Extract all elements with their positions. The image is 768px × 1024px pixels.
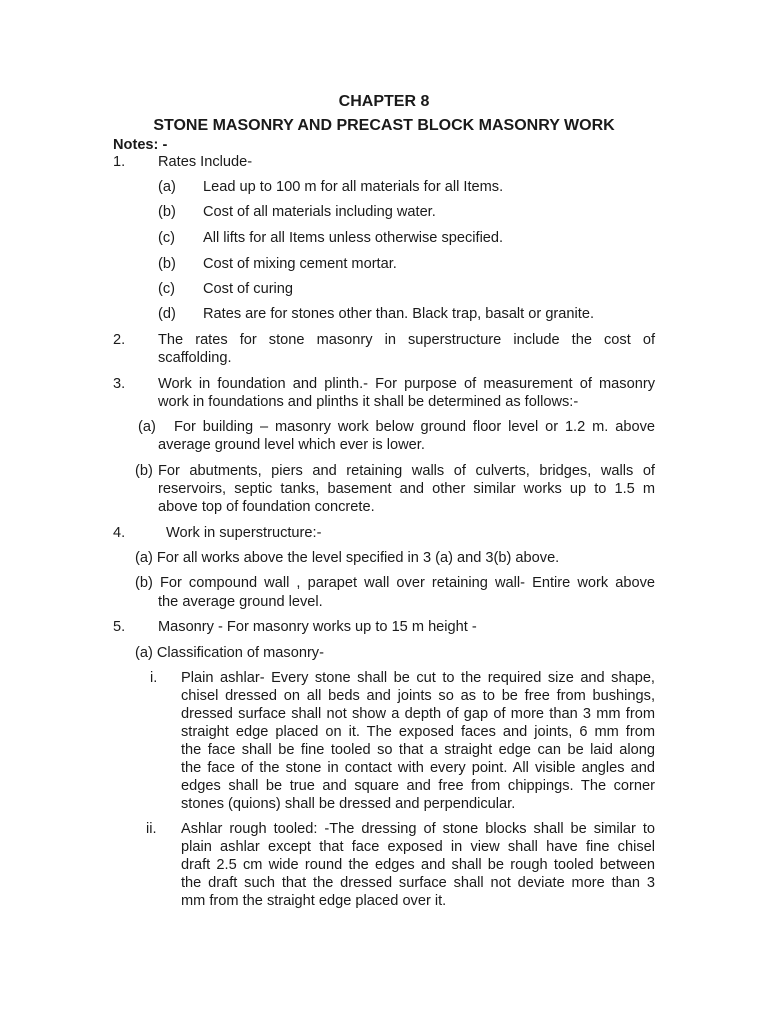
- paragraph-line: the face shall be fine tooled so that a straight edge can be laid along: [181, 742, 655, 758]
- item-label: (c): [158, 230, 176, 246]
- item-text: Cost of curing: [203, 281, 294, 297]
- sub-text: (a) For all works above the level specified in 3 (a) and 3(b) above.: [135, 550, 560, 566]
- sub-text: (a) Classification of masonry-: [135, 645, 324, 661]
- note-text: The rates for stone masonry in superstructure include the cost of: [158, 332, 655, 348]
- item-text: All lifts for all Items unless otherwise specified.: [203, 230, 504, 246]
- paragraph-line: plain ashlar except that face exposed in view shall have fine chisel: [181, 839, 655, 855]
- sub-label: (a): [138, 419, 156, 435]
- sub-text: (b) For compound wall , parapet wall over retaining wall- Entire work above: [135, 575, 655, 591]
- paragraph-line: draft 2.5 cm wide round the edges and shall be rough tooled between: [181, 857, 655, 873]
- paragraph-line: stones (quions) shall be dressed and perpendicular.: [181, 796, 516, 812]
- note-text: work in foundations and plinths it shall be determined as follows:-: [158, 394, 579, 410]
- note-number: 4.: [113, 525, 126, 541]
- note-text: scaffolding.: [158, 350, 232, 366]
- note-number: 1.: [113, 154, 126, 170]
- item-text: Cost of mixing cement mortar.: [203, 256, 397, 272]
- paragraph-line: the face of the stone in contact with every point. All visible angles and: [181, 760, 655, 776]
- note-text: Work in superstructure:-: [166, 525, 322, 541]
- sub-text: For building – masonry work below ground floor level or 1.2 m. above: [174, 419, 655, 435]
- paragraph-line: Plain ashlar- Every stone shall be cut to the required size and shape,: [181, 670, 655, 686]
- item-label: (a): [158, 179, 176, 195]
- paragraph-line: Ashlar rough tooled: -The dressing of stone blocks shall be similar to: [181, 821, 655, 837]
- note-text: Rates Include-: [158, 154, 253, 170]
- item-text: Rates are for stones other than. Black trap, basalt or granite.: [203, 306, 594, 322]
- roman-label: i.: [150, 670, 158, 686]
- sub-text: For abutments, piers and retaining walls of culverts, bridges, walls of: [158, 463, 655, 479]
- sub-text: above top of foundation concrete.: [158, 499, 375, 515]
- paragraph-line: the draft such that the dressed surface shall not deviate more than 3: [181, 875, 655, 891]
- note-number: 2.: [113, 332, 126, 348]
- sub-label: (b): [135, 463, 153, 479]
- roman-label: ii.: [146, 821, 157, 837]
- sub-text: the average ground level.: [158, 594, 323, 610]
- sub-text: average ground level which ever is lower.: [158, 437, 425, 453]
- item-label: (c): [158, 281, 176, 297]
- item-text: Cost of all materials including water.: [203, 204, 436, 220]
- note-text: Work in foundation and plinth.- For purpose of measurement of masonry: [158, 376, 655, 392]
- chapter-title: STONE MASONRY AND PRECAST BLOCK MASONRY WORK: [153, 117, 615, 134]
- notes-label: Notes: -: [113, 137, 168, 153]
- paragraph-line: edges shall be true and square and free from chippings. The corner: [181, 778, 655, 794]
- paragraph-line: mm from the straight edge placed over it.: [181, 893, 447, 909]
- item-label: (d): [158, 306, 176, 322]
- item-text: Lead up to 100 m for all materials for all Items.: [203, 179, 504, 195]
- chapter-heading: CHAPTER 8: [338, 93, 430, 110]
- item-label: (b): [158, 256, 176, 272]
- sub-text: reservoirs, septic tanks, basement and other similar works up to 1.5 m: [158, 481, 655, 497]
- item-label: (b): [158, 204, 176, 220]
- paragraph-line: dressed surface shall not show a depth of gap of more than 3 mm from: [181, 706, 655, 722]
- paragraph-line: chisel dressed on all beds and joints so as to be free from bushings,: [181, 688, 655, 704]
- paragraph-line: straight edge placed on it. The exposed faces and joints, 6 mm from: [181, 724, 655, 740]
- note-text: Masonry - For masonry works up to 15 m height -: [158, 619, 477, 635]
- note-number: 3.: [113, 376, 126, 392]
- note-number: 5.: [113, 619, 126, 635]
